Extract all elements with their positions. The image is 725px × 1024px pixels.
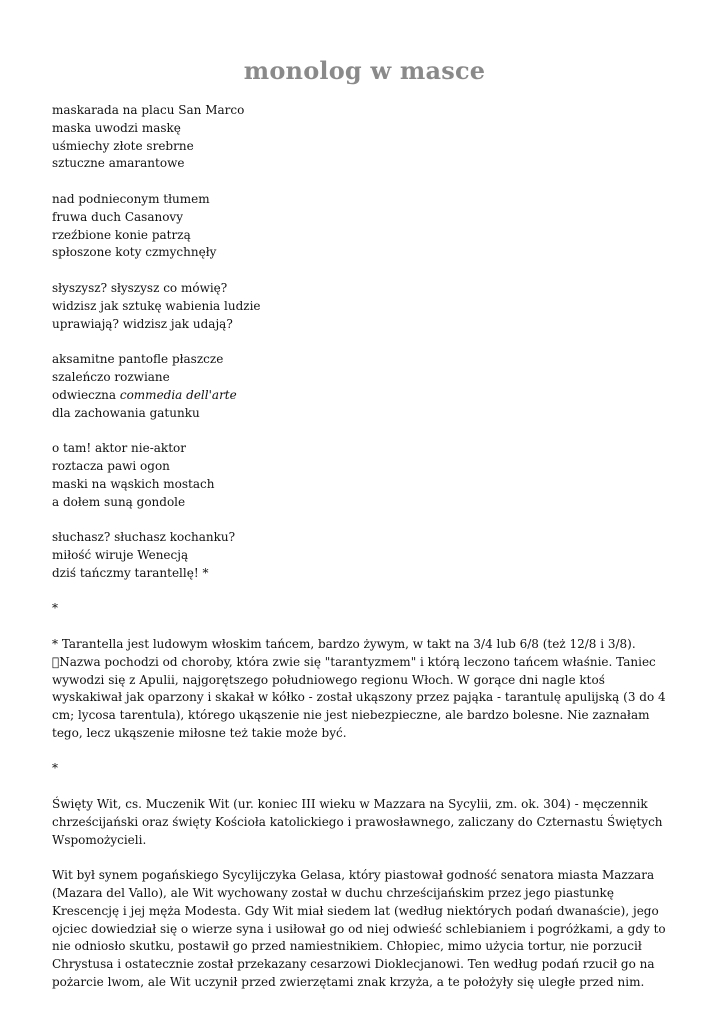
poem-line: o tam! aktor nie-aktor bbox=[52, 441, 186, 456]
poem-line: maska uwodzi maskę bbox=[52, 120, 181, 135]
poem-line: szaleńczo rozwiane bbox=[52, 369, 170, 384]
poem-stanza-5 bbox=[52, 440, 677, 511]
saint-vitus-intro: Święty Wit, cs. Muczenik Wit (ur. koniec III wieku w Mazzara na Sycylii, zm. ok. 304) - męczennik chrześcijański oraz święty Kościoła katolickiego i prawosławnego, zaliczany do Czternastu Świętych Wspomożycieli. bbox=[52, 797, 663, 847]
poem-line: dla zachowania gatunku bbox=[52, 405, 200, 420]
poem-line: dziś tańczmy tarantellę! * bbox=[52, 565, 209, 580]
poem-stanza-6 bbox=[52, 529, 677, 582]
poem-line: roztacza pawi ogon bbox=[52, 458, 170, 473]
poem-line bbox=[52, 387, 677, 405]
poem-line: spłoszone koty czmychnęły bbox=[52, 245, 217, 260]
poem-line: sztuczne amarantowe bbox=[52, 156, 185, 171]
poem-stanza-1 bbox=[52, 102, 677, 173]
poem-line: uprawiają? widzisz jak udają? bbox=[52, 316, 233, 331]
poem-line: widzisz jak sztukę wabienia ludzie bbox=[52, 298, 261, 313]
poem bbox=[52, 102, 677, 583]
poem-line: słuchasz? słuchasz kochanku? bbox=[52, 530, 236, 545]
poem-stanza-4 bbox=[52, 351, 677, 422]
section-separator: * bbox=[52, 761, 58, 776]
poem-line: a dołem suną gondole bbox=[52, 494, 186, 509]
poem-line: uśmiechy złote srebrne bbox=[52, 138, 194, 153]
poem-line: maski na wąskich mostach bbox=[52, 476, 215, 491]
poem-line: aksamitne pantofle płaszcze bbox=[52, 352, 224, 367]
poem-stanza-3 bbox=[52, 280, 677, 333]
saint-vitus-story: Wit był synem pogańskiego Sycylijczyka Gelasa, który piastował godność senatora miasta Mazzara (Mazara del Vallo), ale Wit wychowany został w duchu chrześcijańskim przez jego piastunkę Krescencję i jej męża Modesta. Gdy Wit miał siedem lat (według niektórych podań dwanaście), jego ojciec dowiedział się o wierze syna i usiłował go od niej odwieść schlebianiem i pogróżkami, a gdy to nie odniosło skutku, postawił go przed namiestnikiem. Chłopiec, mimo użycia tortur, nie porzucił Chrystusa i ostatecznie został przekazany cesarzowi Dioklecjanowi. Ten według podań rzucił go na pożarcie lwom, ale Wit uczynił przed zwierzętami znak krzyża, a te położyły się uległe przed nim. bbox=[52, 868, 666, 990]
poem-line: rzeźbione konie patrzą bbox=[52, 227, 191, 242]
poem-line-italic: commedia dell'arte bbox=[119, 387, 237, 402]
poem-line: słyszysz? słyszysz co mówię? bbox=[52, 280, 228, 295]
document-page bbox=[52, 50, 677, 1010]
section-separator: * bbox=[52, 601, 58, 616]
poem-line: nad podnieconym tłumem bbox=[52, 191, 210, 206]
footnote-tarantella: * Tarantella jest ludowym włoskim tańcem, bardzo żywym, w takt na 3/4 lub 6/8 (też 12/8 i 3/8). Nazwa pochodzi od choroby, która zwie się "tarantyzmem" i którą leczono tańcem właśnie. Taniec wywodzi się z Apulii, najgorętszego południowego regionu Włoch. W gorące dni nagle ktoś wyskakiwał jak oparzony i skakał w kółko - został ukąszony przez pająka - tarantulę apulijską (3 do 4 cm; lycosa tarentula), którego ukąszenie nie jest niebezpieczne, ale bardzo bolesne. Nie zaznałam tego, lecz ukąszenie miłosne też takie może być. bbox=[52, 636, 666, 740]
poem-line-prefix: odwieczna bbox=[52, 387, 120, 402]
poem-stanza-2 bbox=[52, 191, 677, 262]
poem-line: fruwa duch Casanovy bbox=[52, 209, 183, 224]
poem-line: miłość wiruje Wenecją bbox=[52, 547, 189, 562]
page-title: monolog w masce bbox=[243, 56, 486, 85]
poem-line: maskarada na placu San Marco bbox=[52, 103, 245, 117]
